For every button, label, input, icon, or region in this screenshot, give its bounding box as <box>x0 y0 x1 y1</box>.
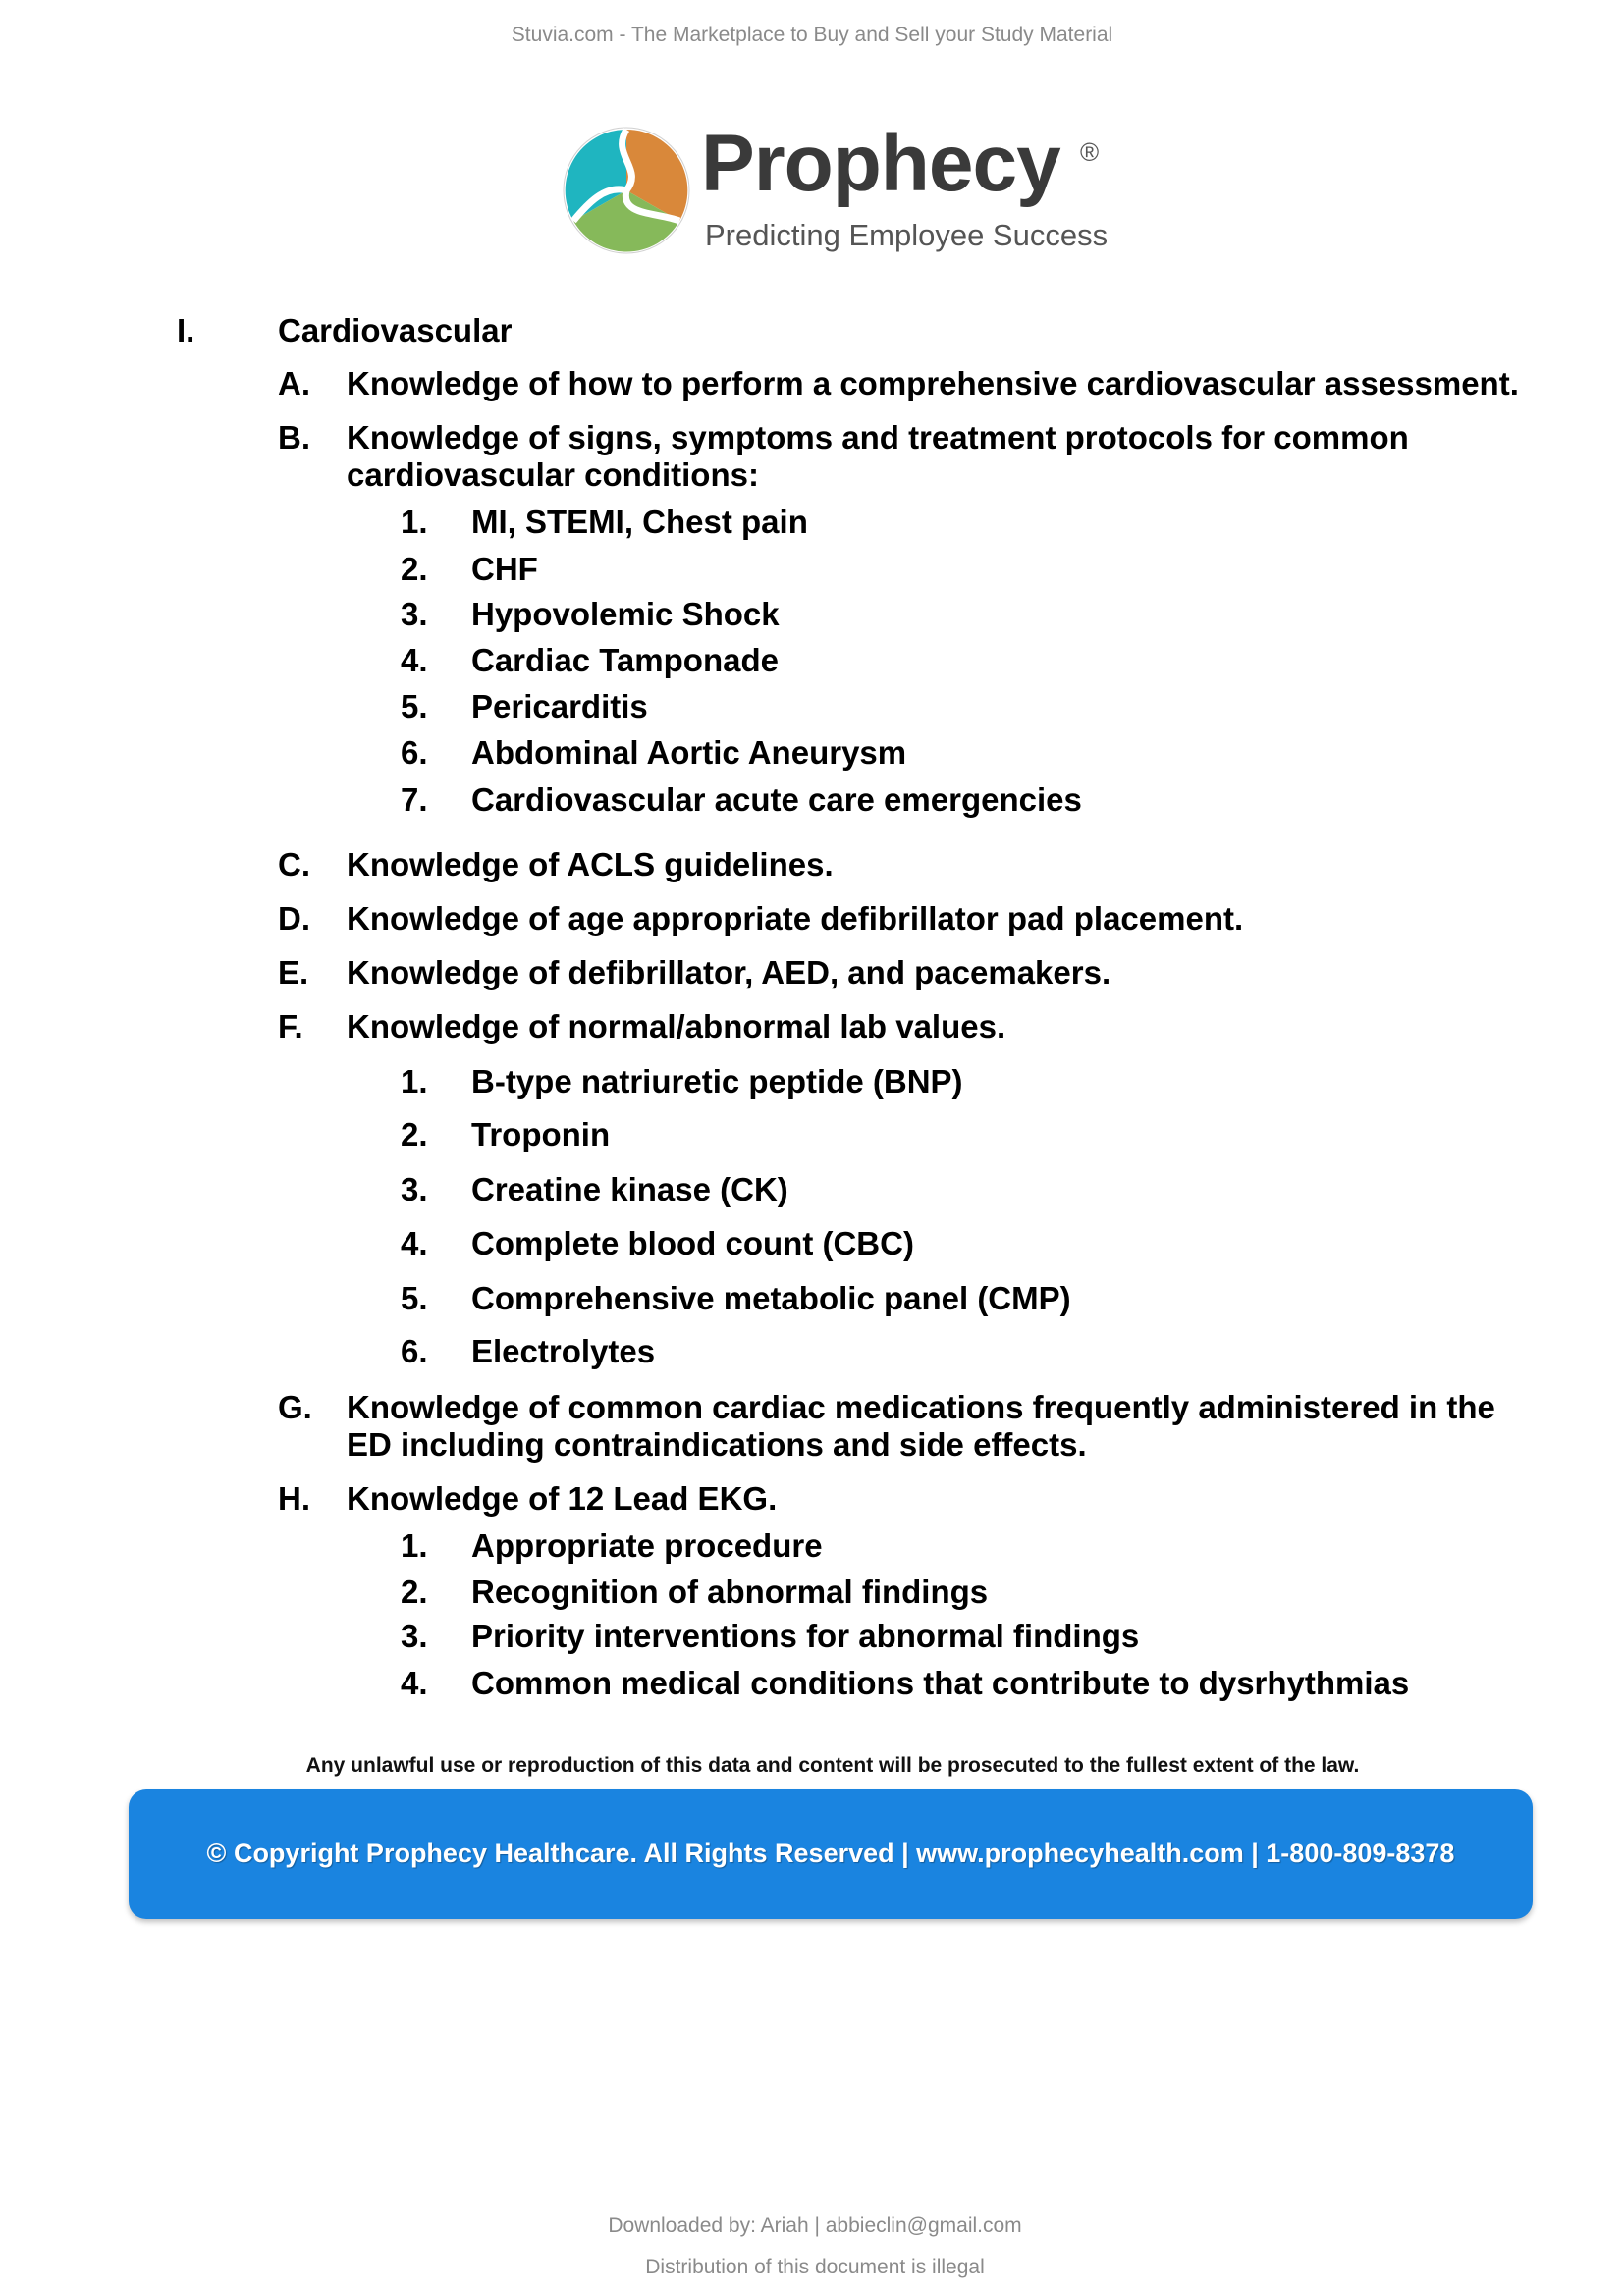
subitem-number: 2. <box>401 1116 428 1152</box>
item-letter-g: G. <box>278 1389 312 1425</box>
item-letter-f: F. <box>278 1008 303 1044</box>
subitem-number: 2. <box>401 1574 428 1610</box>
item-text-a: Knowledge of how to perform a comprehensive cardiovascular assessment. <box>347 365 1519 401</box>
subitem-text: Complete blood count (CBC) <box>471 1225 914 1261</box>
item-letter-e: E. <box>278 954 309 990</box>
subitem-text: Recognition of abnormal findings <box>471 1574 989 1610</box>
subitem-text: Appropriate procedure <box>471 1527 823 1564</box>
item-letter-h: H. <box>278 1480 310 1517</box>
legal-notice: Any unlawful use or reproduction of this data and content will be prosecuted to the fullest extent of the law. <box>305 1754 1360 1777</box>
subitem-number: 3. <box>401 596 428 632</box>
stuvia-banner: Stuvia.com - The Marketplace to Buy and Sell your Study Material <box>511 24 1113 46</box>
subitem-number: 1. <box>401 1063 428 1099</box>
subitem-number: 4. <box>401 1665 428 1701</box>
subitem-number: 1. <box>401 504 428 540</box>
logo-wordmark: Prophecy <box>701 119 1060 208</box>
subitem-text: Troponin <box>471 1116 611 1152</box>
subitem-number: 4. <box>401 642 428 678</box>
subitem-text: Electrolytes <box>471 1333 656 1369</box>
copyright-text: © Copyright Prophecy Healthcare. All Rights Reserved | www.prophecyhealth.com | 1-800-809-8378 <box>206 1839 1455 1868</box>
subitem-number: 2. <box>401 551 428 587</box>
copyright-bar <box>129 1789 1533 1919</box>
subitem-text: Cardiac Tamponade <box>471 642 779 678</box>
item-text-c: Knowledge of ACLS guidelines. <box>347 846 834 882</box>
item-letter-c: C. <box>278 846 310 882</box>
registered-mark: ® <box>1080 137 1100 167</box>
subitem-number: 1. <box>401 1527 428 1564</box>
item-text-b-line1: Knowledge of signs, symptoms and treatment protocols for common <box>347 419 1409 455</box>
subitem-text: Hypovolemic Shock <box>471 596 780 632</box>
subitem-text: Abdominal Aortic Aneurysm <box>471 734 907 771</box>
subitem-text: CHF <box>471 551 538 587</box>
subitem-number: 6. <box>401 734 428 771</box>
prophecy-logo-icon <box>562 126 691 255</box>
distribution-notice: Distribution of this document is illegal <box>645 2256 985 2278</box>
item-text-g-line1: Knowledge of common cardiac medications frequently administered in the <box>347 1389 1495 1425</box>
section-marker: I. <box>177 312 195 348</box>
item-text-f: Knowledge of normal/abnormal lab values. <box>347 1008 1006 1044</box>
subitem-text: Pericarditis <box>471 688 648 724</box>
item-text-e: Knowledge of defibrillator, AED, and pacemakers. <box>347 954 1111 990</box>
subitem-number: 5. <box>401 688 428 724</box>
subitem-text: Cardiovascular acute care emergencies <box>471 781 1082 818</box>
subitem-number: 3. <box>401 1618 428 1654</box>
item-letter-b: B. <box>278 419 310 455</box>
item-text-b-line2: cardiovascular conditions: <box>347 456 759 493</box>
subitem-number: 3. <box>401 1171 428 1207</box>
item-text-d: Knowledge of age appropriate defibrillator pad placement. <box>347 900 1244 936</box>
subitem-text: Priority interventions for abnormal findings <box>471 1618 1140 1654</box>
subitem-text: Common medical conditions that contribute to dysrhythmias <box>471 1665 1410 1701</box>
section-title: Cardiovascular <box>278 312 513 348</box>
item-text-g-line2: ED including contraindications and side effects. <box>347 1426 1087 1463</box>
subitem-text: Creatine kinase (CK) <box>471 1171 788 1207</box>
downloaded-by: Downloaded by: Ariah | abbieclin@gmail.com <box>608 2215 1022 2237</box>
subitem-text: MI, STEMI, Chest pain <box>471 504 808 540</box>
subitem-number: 5. <box>401 1280 428 1316</box>
item-letter-a: A. <box>278 365 310 401</box>
subitem-text: B-type natriuretic peptide (BNP) <box>471 1063 963 1099</box>
subitem-number: 4. <box>401 1225 428 1261</box>
subitem-text: Comprehensive metabolic panel (CMP) <box>471 1280 1071 1316</box>
subitem-number: 7. <box>401 781 428 818</box>
item-text-h: Knowledge of 12 Lead EKG. <box>347 1480 778 1517</box>
item-letter-d: D. <box>278 900 310 936</box>
logo-tagline: Predicting Employee Success <box>705 218 1109 252</box>
subitem-number: 6. <box>401 1333 428 1369</box>
